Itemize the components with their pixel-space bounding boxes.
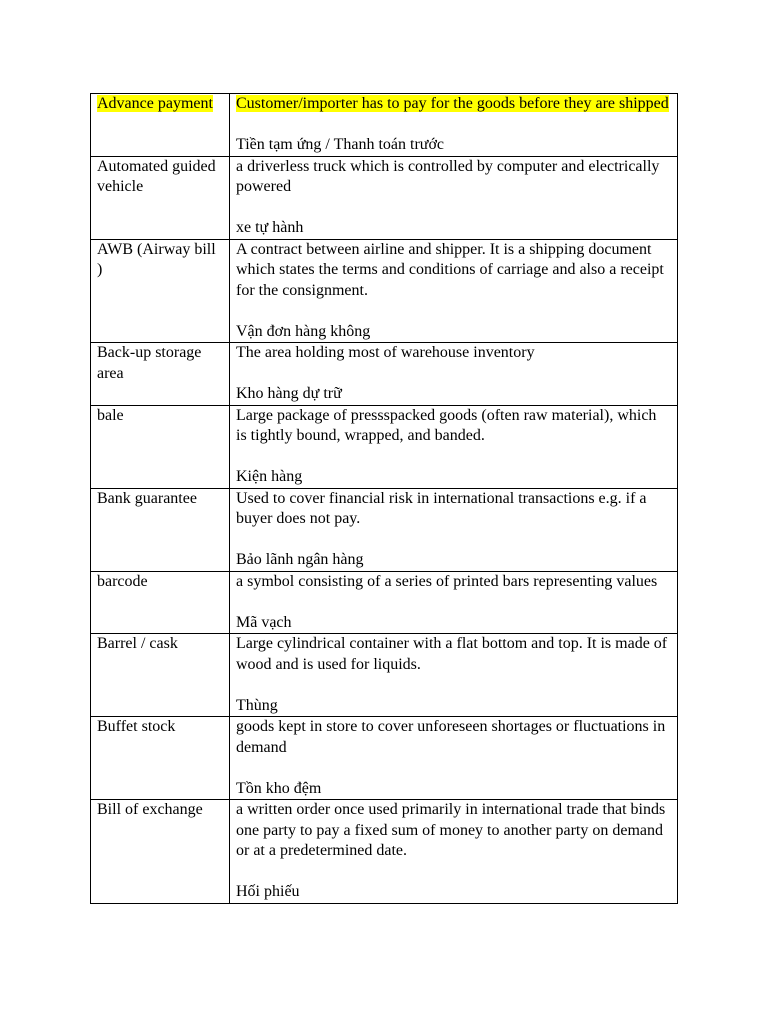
table-row [91,156,678,239]
vietnamese-text: Kho hàng dự trữ [236,385,342,402]
definition-cell [230,634,678,717]
vietnamese-text: Tồn kho đệm [236,779,322,797]
definition-cell [230,94,678,157]
definition-text: Used to cover financial risk in international transactions e.g. if a buyer does not pay. [236,489,647,527]
definition-cell [230,488,678,571]
definition-text: a written order once used primarily in international trade that binds one party to pay a fixed sum of money to another party on demand or at a predetermined date. [236,801,666,859]
table-row [91,717,678,800]
vietnamese-text: Mã vạch [236,613,292,631]
term-cell: Automated guided vehicle [91,156,230,239]
term-cell: Bill of exchange [91,800,230,904]
table-row [91,239,678,343]
term-cell: Buffet stock [91,717,230,800]
definition-text: Large cylindrical container with a flat bottom and top. It is made of wood and is used for liquids. [236,635,668,673]
vietnamese-text: Tiền tạm ứng / Thanh toán trước [236,136,445,153]
definition-cell [230,156,678,239]
definition-text: a symbol consisting of a series of printed bars representing values [236,572,658,590]
definition-text: a driverless truck which is controlled by computer and electrically powered [236,157,660,195]
vietnamese-text: Thùng [236,696,278,714]
definition-cell [230,717,678,800]
table-row [91,571,678,634]
vietnamese-text: Kiện hàng [236,468,303,485]
term-cell: Back-up storage area [91,343,230,406]
term-cell [91,94,230,157]
definition-cell [230,800,678,904]
vietnamese-text: Vận đơn hàng không [236,322,371,340]
vietnamese-text: Hối phiếu [236,883,300,900]
term-cell: barcode [91,571,230,634]
glossary-table [90,93,678,904]
term-cell: Barrel / cask [91,634,230,717]
term-text: Advance payment [97,95,213,112]
table-row [91,94,678,157]
definition-cell [230,405,678,488]
definition-text: A contract between airline and shipper. It is a shipping document which states the terms and conditions of carriage and also a receipt for the consignment. [236,240,664,299]
definition-text: The area holding most of warehouse inventory [236,344,535,361]
definition-text: Customer/importer has to pay for the goods before they are shipped [236,95,669,112]
term-cell: bale [91,405,230,488]
table-row [91,405,678,488]
definition-cell [230,239,678,343]
definition-text: Large package of pressspacked goods (often raw material), which is tightly bound, wrapped, and banded. [236,406,657,444]
definition-cell [230,343,678,406]
table-row [91,800,678,904]
table-row [91,343,678,406]
definition-text: goods kept in store to cover unforeseen shortages or fluctuations in demand [236,718,666,756]
vietnamese-text: Bảo lãnh ngân hàng [236,551,364,568]
vietnamese-text: xe tự hành [236,219,304,236]
definition-cell [230,571,678,634]
term-cell: Bank guarantee [91,488,230,571]
table-row [91,634,678,717]
table-row [91,488,678,571]
term-cell: AWB (Airway bill ) [91,239,230,343]
